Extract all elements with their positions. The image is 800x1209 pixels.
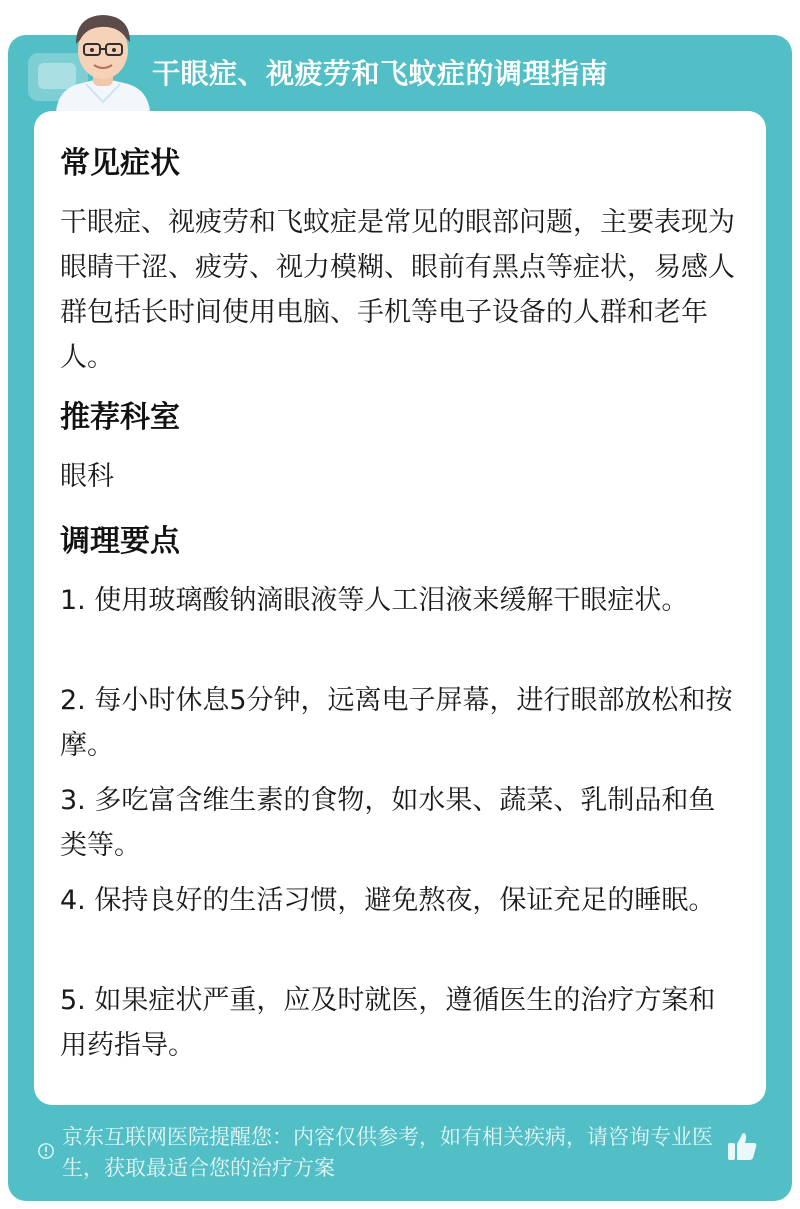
care-point-item: 3. 多吃富含维生素的食物，如水果、蔬菜、乳制品和鱼类等。 [60, 785, 716, 861]
section-title-department: 推荐科室 [60, 400, 180, 435]
care-point-item: 5. 如果症状严重，应及时就医，遵循医生的治疗方案和用药指导。 [60, 985, 716, 1061]
care-point-item: 4. 保持良好的生活习惯，避免熬夜，保证充足的睡眠。 [60, 885, 716, 916]
thumbs-up-icon[interactable] [724, 1128, 760, 1164]
page-title: 干眼症、视疲劳和飞蚊症的调理指南 [152, 57, 609, 90]
care-point-item: 1. 使用玻璃酸钠滴眼液等人工泪液来缓解干眼症状。 [60, 585, 689, 616]
department-text: 眼科 [60, 461, 114, 492]
section-title-symptoms: 常见症状 [60, 146, 180, 181]
section-title-care-points: 调理要点 [60, 524, 180, 559]
info-icon [37, 1142, 55, 1160]
doctor-avatar-icon [48, 2, 158, 112]
care-point-item: 2. 每小时休息5分钟，远离电子屏幕，进行眼部放松和按摩。 [60, 685, 733, 761]
symptoms-text: 干眼症、视疲劳和飞蚊症是常见的眼部问题，主要表现为眼睛干涩、疲劳、视力模糊、眼前有黑点等症状，易感人群包括长时间使用电脑、手机等电子设备的人群和老年人。 [60, 207, 735, 373]
footer-disclaimer: 京东互联网医院提醒您：内容仅供参考，如有相关疾病，请咨询专业医生，获取最适合您的治疗方案 [62, 1125, 713, 1180]
